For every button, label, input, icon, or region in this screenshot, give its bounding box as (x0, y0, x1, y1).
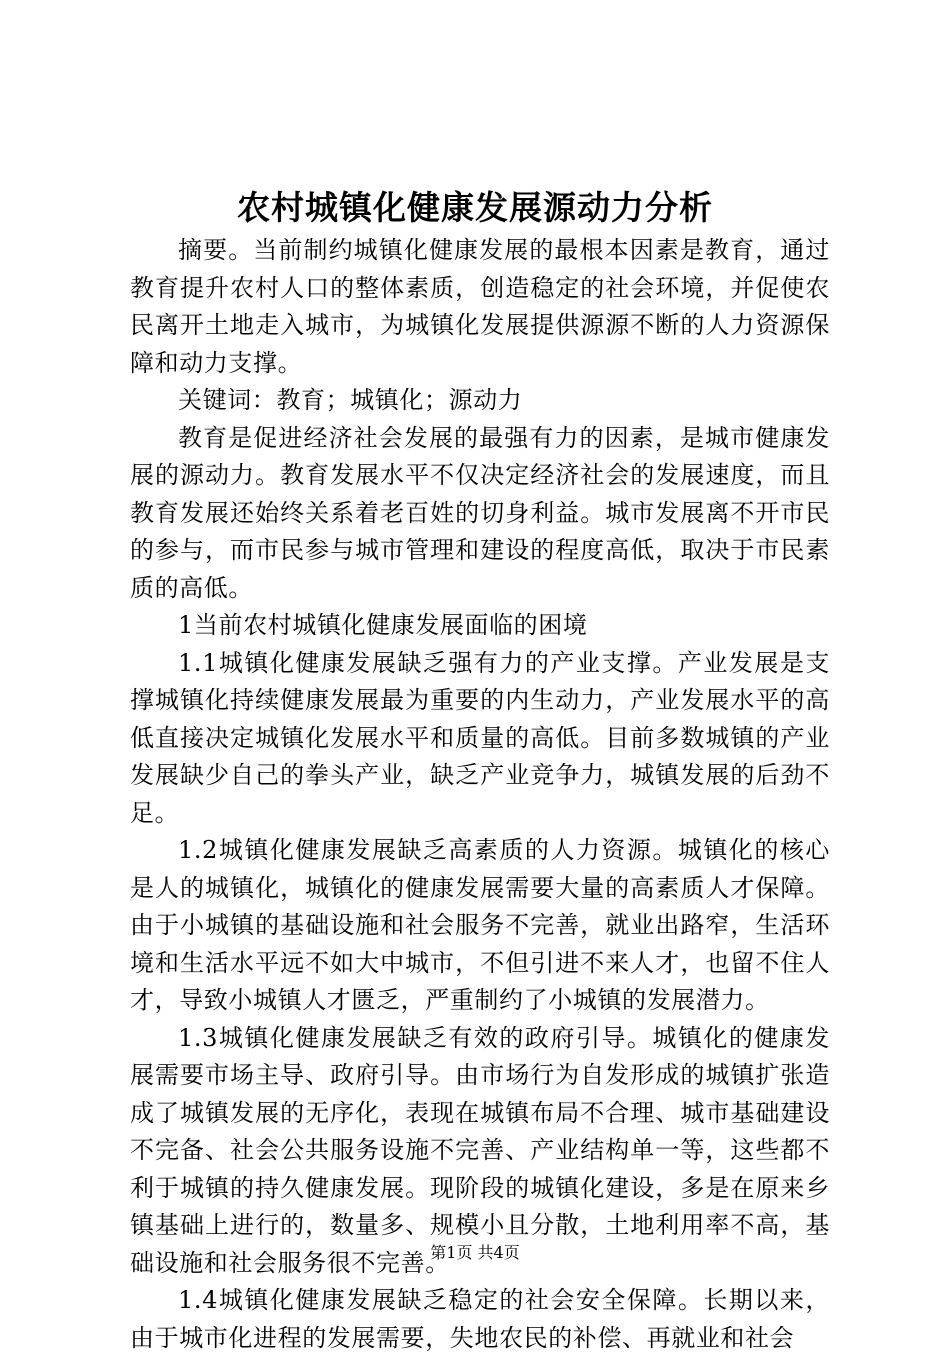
keywords-paragraph: 关键词：教育；城镇化；源动力 (178, 386, 523, 414)
section-heading: 1当前农村城镇化健康发展面临的困境 (178, 611, 588, 639)
abstract-paragraph: 摘要。当前制约城镇化健康发展的最根本因素是教育，通过教育提升农村人口的整体素质，创造稳定的社会环境，并促使农民离开土地走入城市，为城镇化发展提供源源不断的人力资源保障和动力支撑。 (130, 236, 830, 377)
subsection-1-2: 1.2城镇化健康发展缺乏高素质的人力资源。城镇化的核心是人的城镇化，城镇化的健康发展需要大量的高素质人才保障。由于小城镇的基础设施和社会服务不完善，就业出路窄，生活环境和生活水平远不如大中城市，不但引进不来人才，也留不住人才，导致小城镇人才匮乏，严重制约了小城镇的发展潜力。 (130, 836, 830, 1014)
document-title: 农村城镇化健康发展源动力分析 (237, 188, 713, 227)
subsection-1-4: 1.4城镇化健康发展缺乏稳定的社会安全保障。长期以来，由于城市化进程的发展需要，失地农民的补偿、再就业和社会 (130, 1286, 830, 1352)
page-footer: 第1页 共4页 (430, 1243, 520, 1262)
subsection-1-1: 1.1城镇化健康发展缺乏强有力的产业支撑。产业发展是支撑城镇化持续健康发展最为重要的内生动力，产业发展水平的高低直接决定城镇化发展水平和质量的高低。目前多数城镇的产业发展缺少自己的拳头产业，缺乏产业竞争力，城镇发展的后劲不足。 (130, 648, 830, 827)
intro-paragraph: 教育是促进经济社会发展的最强有力的因素，是城市健康发展的源动力。教育发展水平不仅决定经济社会的发展速度，而且教育发展还始终关系着老百姓的切身利益。城市发展离不开市民的参与，而市民参与城市管理和建设的程度高低，取决于市民素质的高低。 (130, 423, 830, 602)
document-body (130, 232, 830, 1357)
subsection-1-3: 1.3城镇化健康发展缺乏有效的政府引导。城镇化的健康发展需要市场主导、政府引导。由市场行为自发形成的城镇扩张造成了城镇发展的无序化，表现在城镇布局不合理、城市基础建设不完备、社会公共服务设施不完善、产业结构单一等，这些都不利于城镇的持久健康发展。现阶段的城镇化建设，多是在原来乡镇基础上进行的，数量多、规模小且分散，土地利用率不高，基础设施和社会服务很不完善。 (130, 1023, 830, 1277)
